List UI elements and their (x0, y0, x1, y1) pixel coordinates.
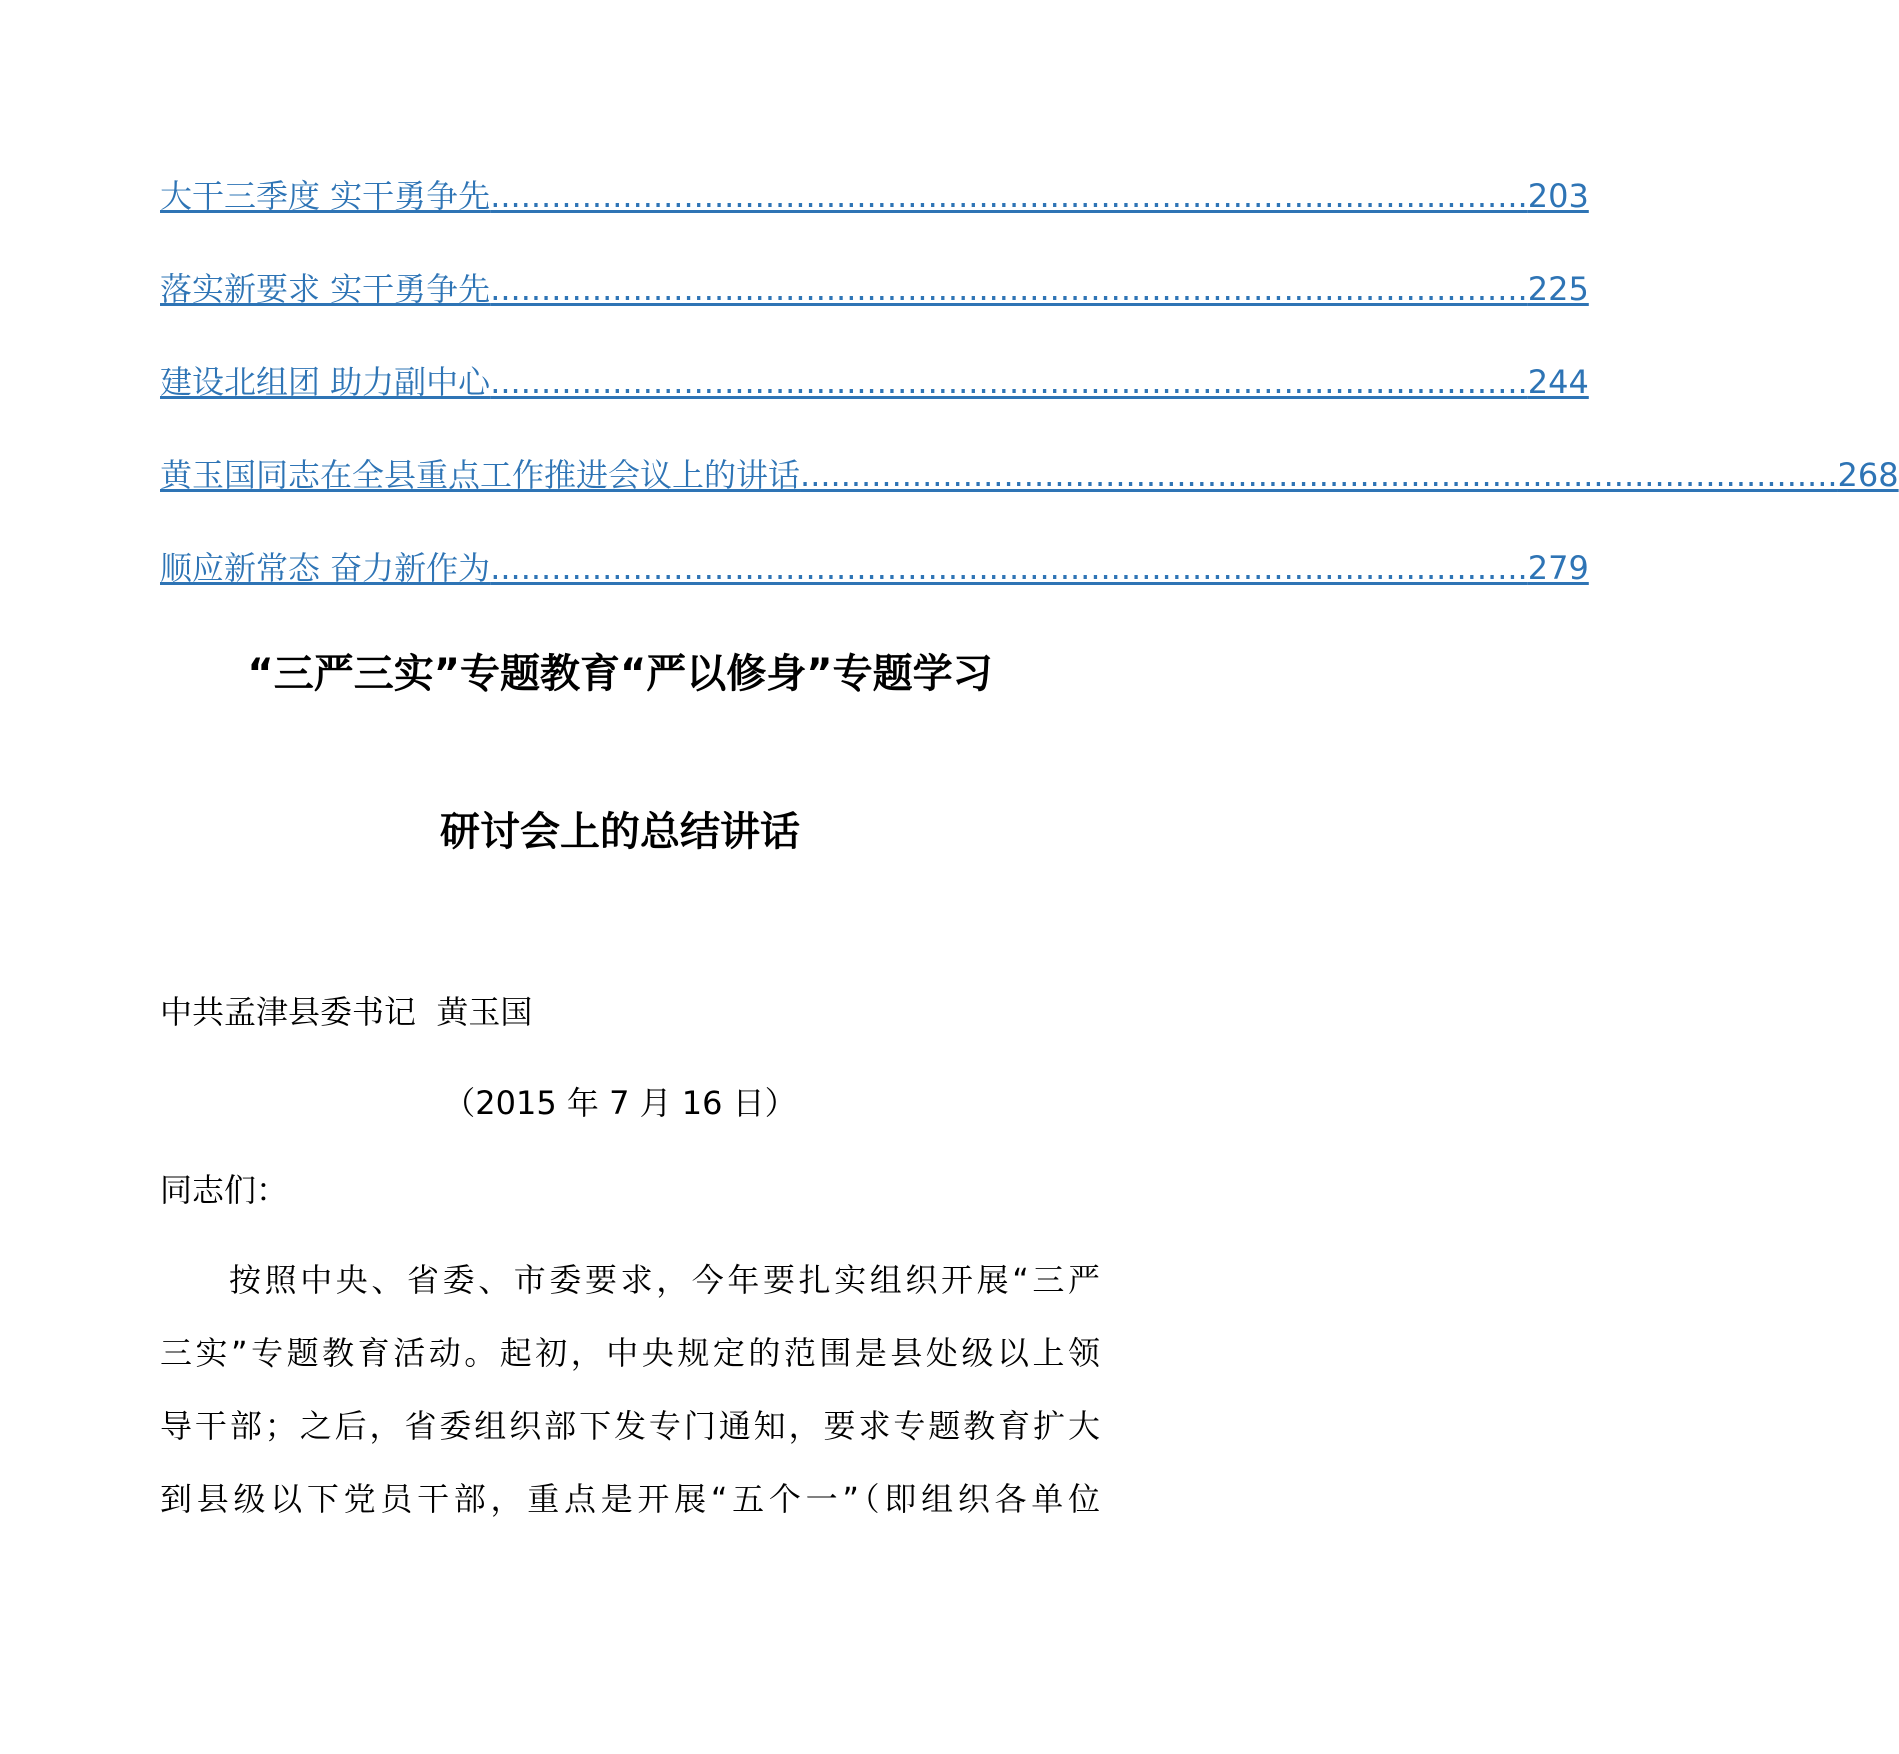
document-title-line-1: “三严三实”专题教育“严以修身”专题学习 (247, 651, 993, 697)
toc-item-title: 大干三季度 实干勇争先 (160, 177, 491, 215)
toc-leader-dots: ...................................................................................................... (490, 270, 1528, 308)
paragraph-line-1: 按照中央、省委、市委要求，今年要扎实组织开展“三严 (229, 1261, 1100, 1299)
toc-leader-dots: ...................................................................................................... (490, 549, 1528, 587)
table-of-contents (160, 170, 1899, 635)
toc-item-title: 建设北组团 助力副中心 (160, 363, 491, 401)
paragraph-line-3: 导干部；之后，省委组织部下发专门通知，要求专题教育扩大 (160, 1407, 1100, 1445)
toc-leader-dots: ...................................................................................................... (490, 363, 1528, 401)
salutation: 同志们： (160, 1171, 289, 1209)
toc-leader-dots: ...................................................................................................... (490, 177, 1528, 215)
paragraph-line-4: 到县级以下党员干部，重点是开展“五个一”（即组织各单位 (160, 1480, 1100, 1518)
toc-item-page-number: 244 (1527, 363, 1589, 401)
body-paragraph (160, 1256, 1100, 1548)
toc-item-2[interactable] (160, 263, 1589, 356)
toc-item-1[interactable] (160, 170, 1589, 263)
toc-item-3[interactable] (160, 356, 1589, 449)
toc-item-page-number: 268 (1837, 456, 1899, 494)
author-line: 中共孟津县委书记 黄玉国 (160, 993, 533, 1031)
document-title-line-2: 研讨会上的总结讲话 (440, 809, 800, 855)
paragraph-line-2: 三实”专题教育活动。起初，中央规定的范围是县处级以上领 (160, 1334, 1100, 1372)
toc-item-title: 落实新要求 实干勇争先 (160, 270, 491, 308)
date-line: （2015 年 7 月 16 日） (443, 1084, 797, 1122)
toc-item-page-number: 203 (1527, 177, 1589, 215)
toc-item-title: 黄玉国同志在全县重点工作推进会议上的讲话 (160, 456, 801, 494)
toc-item-5[interactable] (160, 542, 1589, 635)
toc-item-page-number: 225 (1527, 270, 1589, 308)
toc-leader-dots: ...................................................................................................... (800, 456, 1838, 494)
toc-item-4[interactable] (160, 449, 1899, 542)
toc-item-title: 顺应新常态 奋力新作为 (160, 549, 491, 587)
toc-item-page-number: 279 (1527, 549, 1589, 587)
